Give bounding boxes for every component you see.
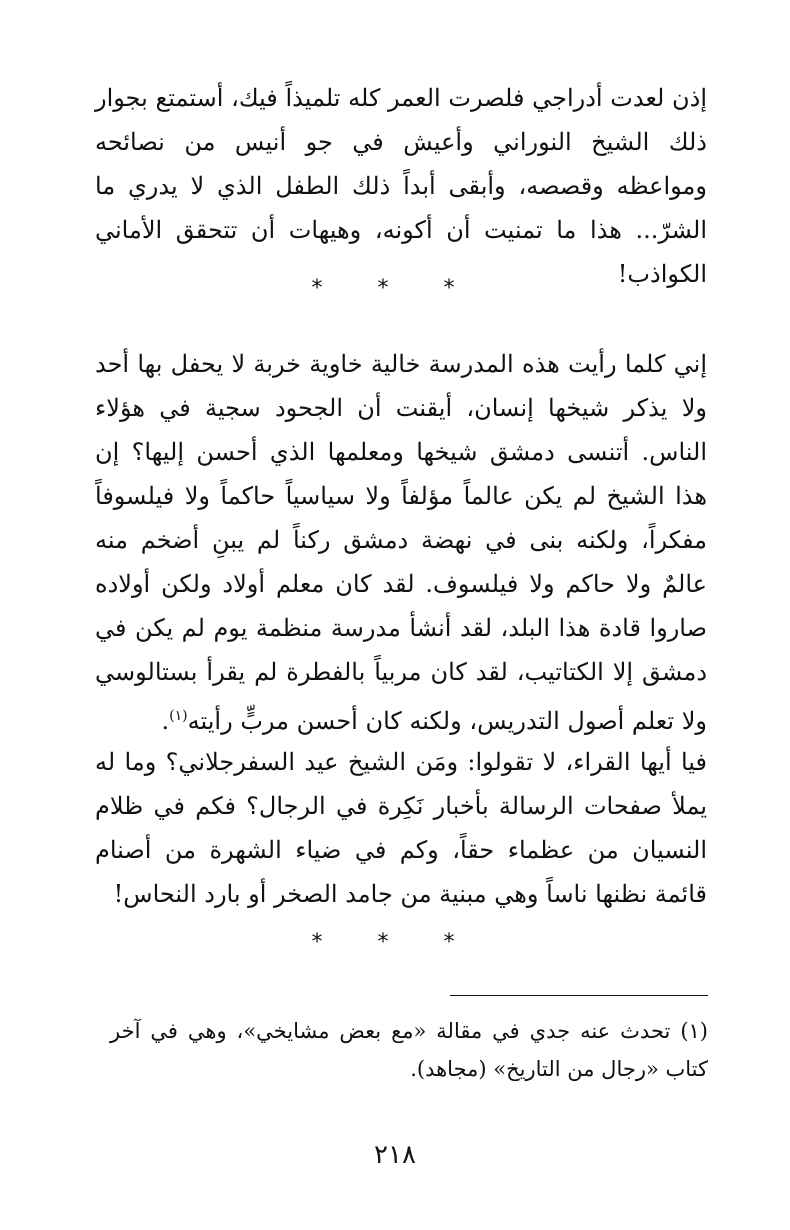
paragraph-1: إذن لعدت أدراجي فلصرت العمر كله تلميذاً فيك، أستمتع بجوار ذلك الشيخ النوراني وأعيش في جو أنيس من نصائحه ومواعظه وقصصه، وأبقى أبداً ذلك الطفل الذي لا يدري ما الشرّ... هذا ما تمنيت أن أكونه، وهيهات أن تتحقق الأماني الكواذب! <box>95 84 707 288</box>
paragraph-3: فيا أيها القراء، لا تقولوا: ومَن الشيخ عيد السفرجلاني؟ وما له يملأ صفحات الرسالة بأخبار نَكِرة في الرجال؟ فكم في ظلام النسيان من عظماء حقاً، وكم في ضياء الشهرة من أصنام قائمة نظنها ناساً وهي مبنية من جامد الصخر أو بارد النحاس! <box>95 748 707 908</box>
footnote-reference: (١) <box>169 708 188 724</box>
page-number: ٢١٨ <box>374 1140 416 1170</box>
paragraph-2-text: إني كلما رأيت هذه المدرسة خالية خاوية خربة لا يحفل بها أحد ولا يذكر شيخها إنسان، أيقنت أن الجحود سجية في هؤلاء الناس. أتنسى دمشق شيخها ومعلمها الذي أحسن إليها؟ إن هذا الشيخ لم يكن عالماً مؤلفاً ولا سياسياً حاكماً ولا فيلسوفاً مفكراً، ولكنه بنى في نهضة دمشق ركناً لم يبنِ أضخم منه عالمٌ ولا حاكم ولا فيلسوف. لقد كان معلم أولاد ولكن أولاده صاروا قادة هذا البلد، لقد أنشأ مدرسة منظمة يوم لم يكن في دمشق إلا الكتاتيب، لقد كان مربياً بالفطرة لم يقرأ بستالوسي ولا تعلم أصول التدريس، ولكنه كان أحسن مربٍّ رأيته <box>95 350 707 735</box>
paragraph-2 <box>95 342 707 743</box>
paragraph-2-end: . <box>161 707 170 735</box>
footnote-divider <box>450 995 708 996</box>
section-separator: * * * <box>311 930 479 955</box>
section-separator: * * * <box>311 276 479 301</box>
footnote: (١) تحدث عنه جدي في مقالة «مع بعض مشايخي»، وهي في آخر كتاب «رجال من التاريخ» (مجاهد). <box>110 1019 708 1081</box>
